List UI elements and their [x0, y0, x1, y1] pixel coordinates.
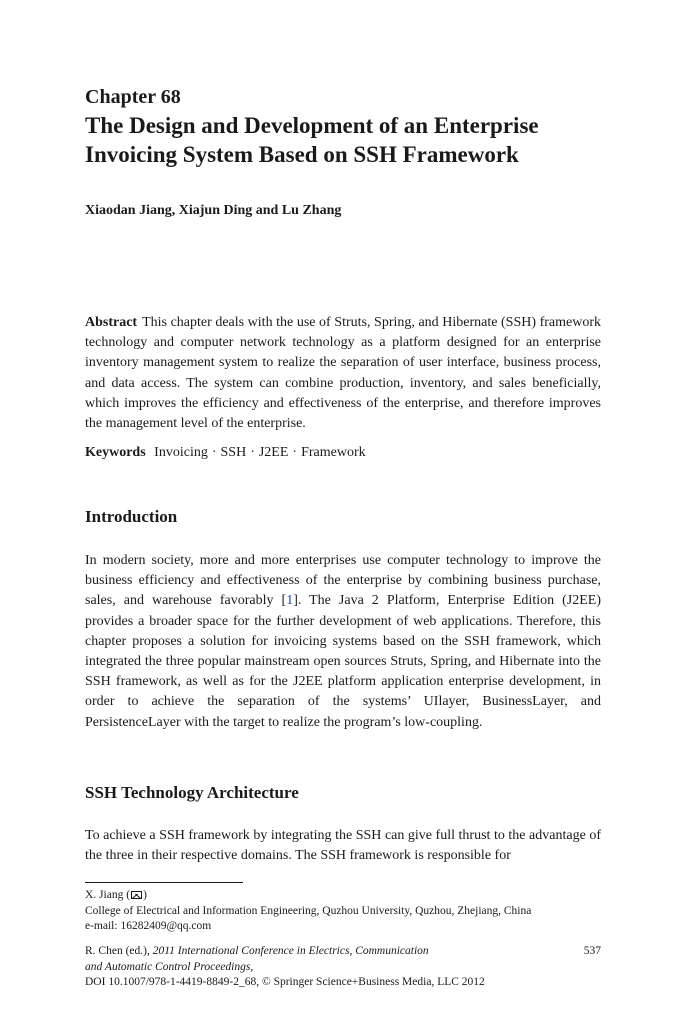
- citation-proceedings: 2011 International Conference in Electrics, Communication: [152, 945, 429, 957]
- keyword-item: Invoicing: [154, 445, 208, 460]
- keyword-item: SSH: [220, 445, 247, 460]
- introduction-heading: Introduction: [85, 507, 178, 526]
- abstract-text: This chapter deals with the use of Struts, Spring, and Hibernate (SSH) framework technology and computer network technology as a platform designed for an enterprise inventory management system to realize the separation of user interface, business process, and data access. The system can combine production, inventory, and sales beneficially, which improves the efficiency and effectiveness of the enterprise, and therefore improves the management level of the enterprise.: [85, 315, 601, 432]
- author-footnote: [85, 888, 601, 935]
- introduction-text-part: . The Java 2 Platform, Enterprise Edition (J2EE) provides a broader space for the further development of web applications. Therefore, this chapter proposes a solution for invoicing systems based on the SSH framework, which integrated the three popular mainstream open sources Struts, Spring, and Hibernate into the SSH framework, as well as for the J2EE platform application enterprise development, in order to achieve the separation of the systems’ UIlayer, BusinessLayer, and PersistenceLayer with the target to realize the program’s low-coupling.: [85, 593, 601, 730]
- page-number: 537: [583, 945, 601, 957]
- footnote-affiliation: College of Electrical and Information Engineering, Quzhou University, Quzhou, Zhejiang, China: [85, 904, 532, 917]
- keyword-item: Framework: [301, 445, 366, 460]
- keyword-separator: ·: [211, 445, 217, 460]
- email-address: 16282409@qq.com: [120, 920, 212, 932]
- keywords: [85, 443, 366, 463]
- footnote-author-name: X. Jiang: [85, 889, 124, 901]
- footnote-divider: [85, 882, 243, 883]
- reference-link-1[interactable]: 1: [286, 593, 294, 609]
- footnote-paren-open: (: [126, 889, 131, 901]
- author-list: Xiaodan Jiang, Xiajun Ding and Lu Zhang: [85, 203, 342, 218]
- footnote-paren-close: ): [143, 889, 147, 901]
- email-label: e-mail:: [85, 920, 118, 932]
- footnote-email-line: [85, 919, 601, 935]
- citation-doi: DOI 10.1007/978-1-4419-8849-2_68, © Springer Science+Business Media, LLC 2012: [85, 976, 485, 988]
- citation-proceedings-cont: and Automatic Control Proceedings,: [85, 960, 254, 973]
- introduction-paragraph: [85, 551, 601, 733]
- citation-editor: R. Chen (ed.),: [85, 945, 150, 957]
- ssh-architecture-heading: SSH Technology Architecture: [85, 783, 299, 802]
- abstract-label: Abstract: [85, 315, 138, 330]
- citation-line-1: [85, 944, 601, 960]
- ssh-architecture-paragraph: To achieve a SSH framework by integrating the SSH can give full thrust to the advantage of the three in their respective domains. The SSH framework is responsible for: [85, 828, 601, 864]
- keyword-item: J2EE: [258, 445, 289, 460]
- keyword-separator: ·: [250, 445, 255, 460]
- abstract: [85, 313, 601, 434]
- keyword-separator: ·: [292, 445, 298, 460]
- introduction-text-part: In modern society, more and more enterprises use computer technology to improve the business efficiency and effectiveness of the enterprise by combining business purchase, sales, and warehouse favorably: [85, 553, 601, 609]
- citation-block: [85, 944, 601, 991]
- chapter-number: Chapter 68: [85, 86, 181, 108]
- reference-bracket-open: [: [281, 593, 287, 609]
- chapter-title: The Design and Development of an Enterprise Invoicing System Based on SSH Framework: [85, 113, 539, 167]
- keywords-label: Keywords: [85, 445, 146, 460]
- footnote-author-line: [85, 888, 601, 904]
- reference-bracket-close: ]: [293, 593, 298, 609]
- envelope-icon: [131, 891, 142, 899]
